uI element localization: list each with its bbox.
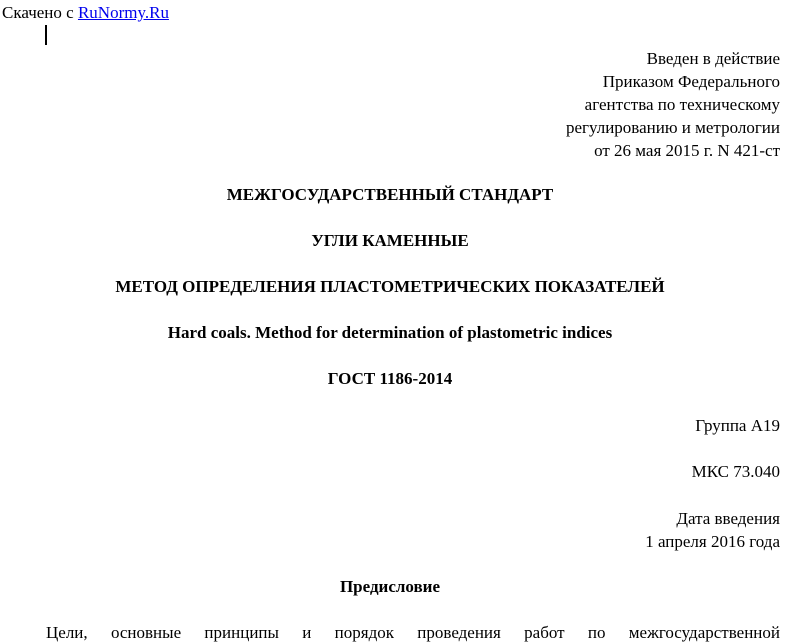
source-line	[2, 3, 169, 23]
standard-type-heading: МЕЖГОСУДАРСТВЕННЫЙ СТАНДАРТ	[226, 185, 554, 204]
enactment-line: агентства по техническому	[584, 95, 780, 114]
preface-heading: Предисловие	[339, 577, 441, 596]
text-cursor	[45, 25, 47, 45]
enactment-line: от 26 мая 2015 г. N 421-ст	[594, 141, 780, 160]
source-link[interactable]: RuNormy.Ru	[77, 3, 169, 22]
enactment-line: Приказом Федерального	[602, 72, 780, 91]
title-ru-line-2: МЕТОД ОПРЕДЕЛЕНИЯ ПЛАСТОМЕТРИЧЕСКИХ ПОКАЗАТЕЛЕЙ	[115, 277, 665, 296]
source-prefix: Скачено с	[2, 3, 78, 22]
title-en: Hard coals. Method for determination of plastometric indices	[167, 323, 613, 342]
effective-date-label: Дата введения	[676, 509, 780, 528]
enactment-block	[566, 47, 780, 162]
enactment-line: Введен в действие	[646, 49, 780, 68]
mks-code: МКС 73.040	[691, 462, 780, 481]
effective-date-value: 1 апреля 2016 года	[645, 532, 780, 551]
group-code: Группа А19	[695, 416, 780, 435]
title-ru-line-1: УГЛИ КАМЕННЫЕ	[311, 231, 469, 250]
preface-paragraph: Цели, основные принципы и порядок проведения работ по межгосударственной	[46, 623, 780, 642]
standard-designation: ГОСТ 1186-2014	[327, 369, 453, 388]
enactment-line: регулированию и метрологии	[565, 118, 780, 137]
